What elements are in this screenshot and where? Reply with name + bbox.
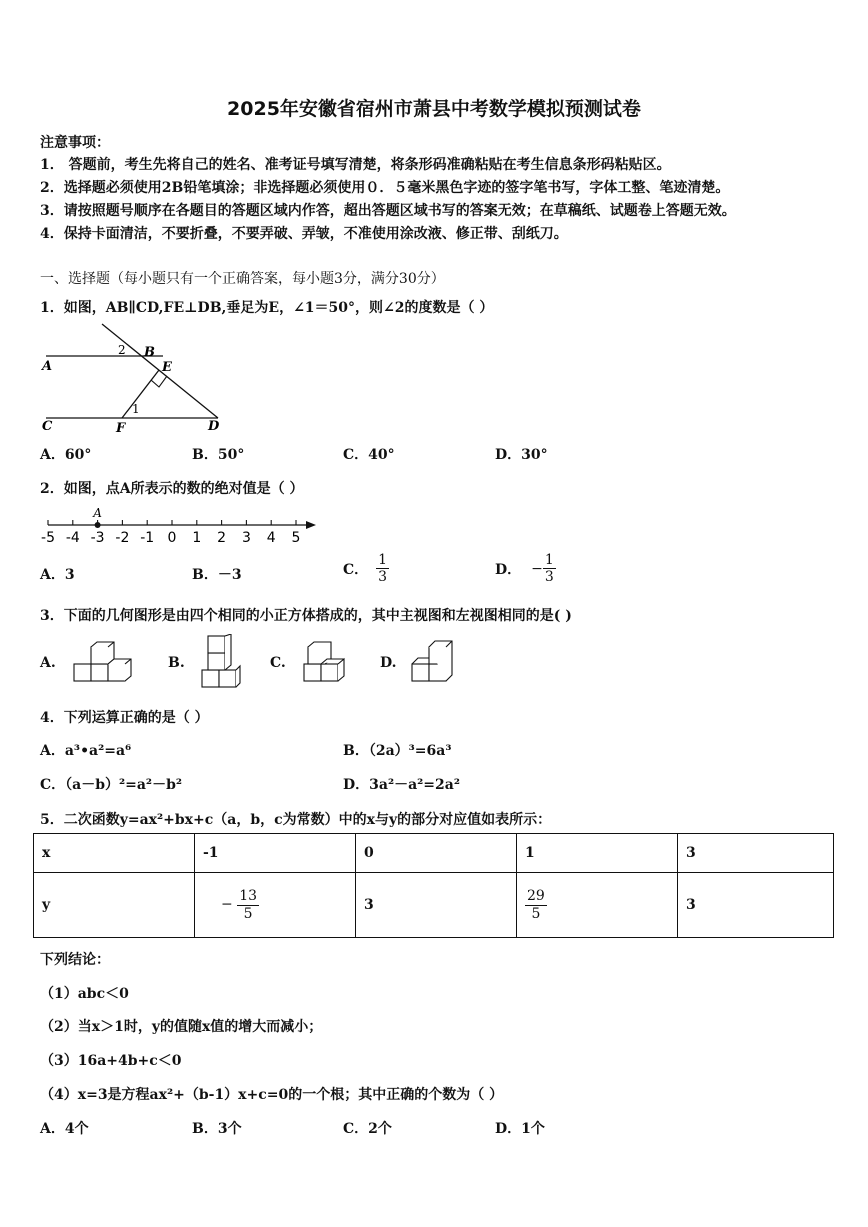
label-e: E xyxy=(162,360,172,375)
q1-option-d: D．30° xyxy=(495,447,548,463)
q2-option-c-label: C． xyxy=(343,561,369,578)
q2-option-b: B．－3 xyxy=(192,567,242,583)
y-cell: 3 xyxy=(356,873,517,938)
q1-option-a: A．60° xyxy=(40,447,92,463)
q2-option-a: A．3 xyxy=(40,567,75,583)
notice-item-4: 4．保持卡面清洁，不要折叠，不要弄破、弄皱，不准使用涂改液、修正带、刮纸刀。 xyxy=(40,226,568,242)
table-row-y xyxy=(34,873,834,938)
q3-label-a: A. xyxy=(40,655,56,671)
angle-1-label: 1 xyxy=(132,402,140,416)
tick-label: -3 xyxy=(90,530,105,546)
tick-label: 1 xyxy=(192,530,202,546)
conclusion-4: （4）x=3是方程ax²+（b-1）x+c=0的一个根；其中正确的个数为（ ） xyxy=(40,1087,504,1103)
conclusion-2: （2）当x＞1时，y的值随x值的增大而减小； xyxy=(40,1019,323,1035)
tick-label: 2 xyxy=(217,530,227,546)
fraction-13-5 xyxy=(237,888,259,921)
q3-label-c: C. xyxy=(270,655,286,671)
denominator: 5 xyxy=(531,905,541,922)
denominator: 5 xyxy=(243,905,253,922)
q2-stem: 2．如图，点A所表示的数的绝对值是（ ） xyxy=(40,481,304,497)
cube-figure-a xyxy=(70,640,132,684)
q3-stem: 3．下面的几何图形是由四个相同的小正方体搭成的，其中主视图和左视图相同的是( ) xyxy=(40,608,572,624)
minus-sign: − xyxy=(221,897,233,913)
cube-figure-b xyxy=(198,634,242,690)
notice-heading: 注意事项： xyxy=(40,135,110,151)
q4-option-a: A．a³•a²=a⁶ xyxy=(40,743,132,759)
fraction-one-third xyxy=(376,552,389,585)
tick-label: 0 xyxy=(167,530,177,546)
tick-label: 4 xyxy=(266,530,276,546)
y-cell: 3 xyxy=(678,873,834,938)
q3-label-d: D. xyxy=(380,655,397,671)
tick-label: -1 xyxy=(140,530,155,546)
axis-arrow xyxy=(306,521,316,529)
q5-option-c: C．2个 xyxy=(343,1121,392,1137)
label-c: C xyxy=(42,419,53,434)
label-d: D xyxy=(208,419,220,434)
label-a: A xyxy=(42,359,53,374)
notice-item-1: 1． 答题前，考生先将自己的姓名、准考证号填写清楚，将条形码准确粘贴在考生信息条形码粘贴区。 xyxy=(40,157,671,173)
q1-option-c: C．40° xyxy=(343,447,395,463)
numerator: 1 xyxy=(544,552,554,568)
q2-option-d xyxy=(495,552,556,585)
q5-option-a: A．4个 xyxy=(40,1121,89,1137)
q5-option-b: B．3个 xyxy=(192,1121,242,1137)
q1-option-b: B．50° xyxy=(192,447,245,463)
point-a-dot xyxy=(95,522,101,528)
page-title: 2025年安徽省宿州市萧县中考数学模拟预测试卷 xyxy=(227,98,641,120)
conclusion-3: （3）16a+4b+c＜0 xyxy=(40,1053,182,1069)
q3-label-b: B. xyxy=(168,655,185,671)
section-heading: 一、选择题（每小题只有一个正确答案，每小题3分，满分30分） xyxy=(40,271,445,287)
table-row-x xyxy=(34,834,834,873)
q2-number-line xyxy=(36,500,326,548)
q2-option-c xyxy=(343,552,389,585)
q4-option-b: B．（2a）³=6a³ xyxy=(343,743,452,759)
q5-stem: 5．二次函数y=ax²+bx+c（a，b，c为常数）中的x与y的部分对应值如表所示： xyxy=(40,812,552,828)
q1-figure xyxy=(38,318,238,440)
q4-option-c: C．（a－b）²=a²－b² xyxy=(40,777,182,793)
angle-2-label: 2 xyxy=(118,343,126,357)
label-f: F xyxy=(116,421,126,436)
x-cell: 0 xyxy=(356,834,517,873)
numerator: 29 xyxy=(527,888,545,905)
tick-label: 5 xyxy=(291,530,301,546)
fraction-neg-one-third xyxy=(543,552,556,585)
conclusion-heading: 下列结论： xyxy=(40,952,110,968)
y-header: y xyxy=(34,873,195,938)
q1-stem: 1．如图，AB∥CD,FE⊥DB,垂足为E，∠1＝50°，则∠2的度数是（ ） xyxy=(40,300,494,316)
numerator: 1 xyxy=(378,552,388,568)
line-bd xyxy=(102,324,218,418)
y-cell xyxy=(517,873,678,938)
q4-stem: 4．下列运算正确的是（ ） xyxy=(40,710,209,726)
denominator: 3 xyxy=(378,569,388,586)
notice-item-3: 3．请按照题号顺序在各题目的答题区域内作答，超出答题区域书写的答案无效；在草稿纸、试题卷上答题无效。 xyxy=(40,203,736,219)
x-header: x xyxy=(34,834,195,873)
q4-option-d: D．3a²－a²=2a² xyxy=(343,777,460,793)
value-table xyxy=(33,833,834,938)
cube-figure-c xyxy=(300,640,348,684)
x-cell: -1 xyxy=(195,834,356,873)
point-a-label: A xyxy=(93,506,102,520)
fraction-29-5 xyxy=(525,888,547,921)
q2-option-d-label: D． xyxy=(495,561,522,578)
tick-label: -5 xyxy=(41,530,55,546)
numerator: 13 xyxy=(239,888,258,905)
label-b: B xyxy=(144,345,155,360)
x-cell: 1 xyxy=(517,834,678,873)
line-fe xyxy=(122,370,159,418)
conclusion-1: （1）abc＜0 xyxy=(40,986,129,1002)
tick-label: 3 xyxy=(241,530,251,546)
minus-sign: − xyxy=(531,560,543,577)
cube-figure-d xyxy=(408,638,456,684)
x-cell: 3 xyxy=(678,834,834,873)
tick-label: -2 xyxy=(115,530,130,546)
denominator: 3 xyxy=(544,569,554,586)
y-cell xyxy=(195,873,356,938)
q5-option-d: D．1个 xyxy=(495,1121,545,1137)
tick-label: -4 xyxy=(65,530,80,546)
notice-item-2: 2．选择题必须使用2B铅笔填涂；非选择题必须使用０．５毫米黑色字迹的签字笔书写，字体工整、笔迹清楚。 xyxy=(40,180,730,196)
